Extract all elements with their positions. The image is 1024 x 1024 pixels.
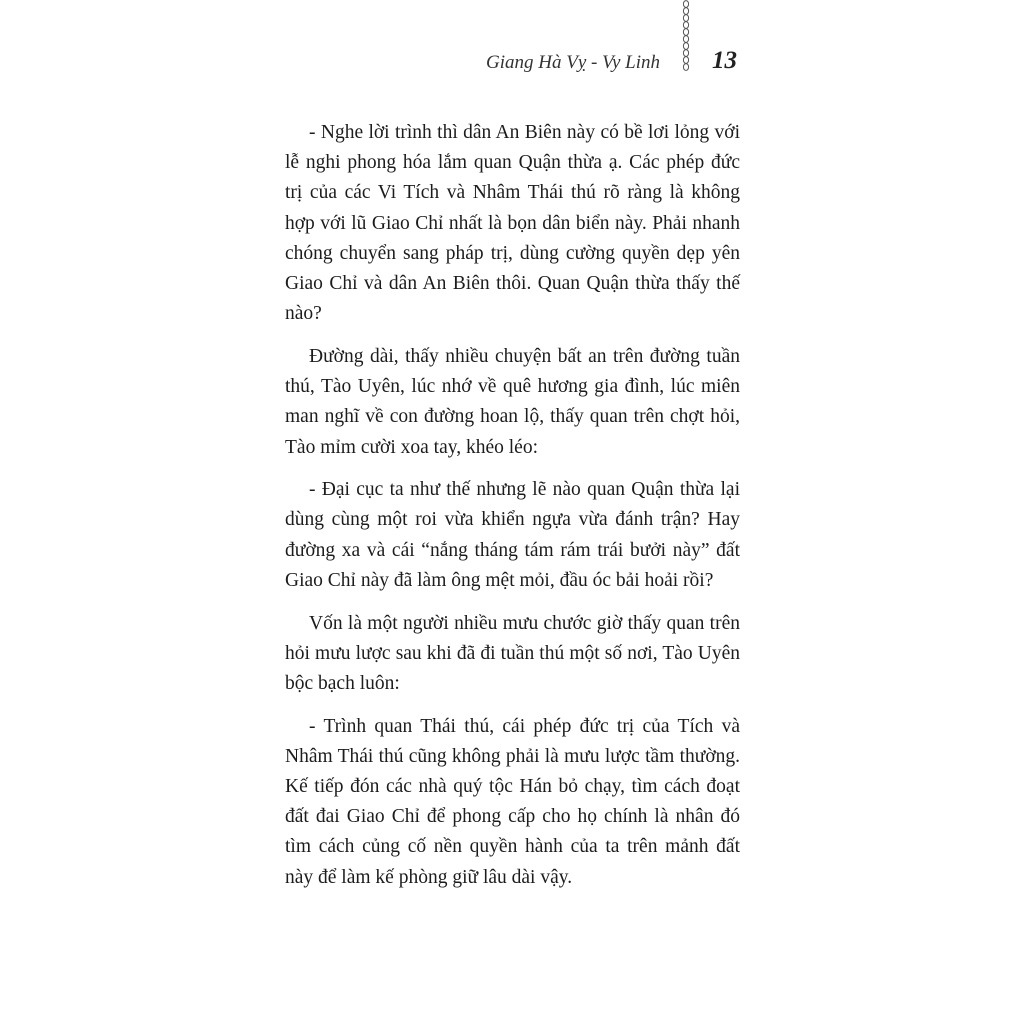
- paragraph: - Đại cục ta như thế nhưng lẽ nào quan Quận thừa lại dùng cùng một roi vừa khiển ngựa vừa đánh trận? Hay đường xa và cái “nắng tháng tám rám trái bưởi này” đất Giao Chỉ này đã làm ông mệt mỏi, đầu óc bải hoải rồi?: [285, 479, 740, 591]
- paragraph: Đường dài, thấy nhiều chuyện bất an trên đường tuần thú, Tào Uyên, lúc nhớ về quê hương gia đình, lúc miên man nghĩ về con đường hoan lộ, thấy quan trên chợt hỏi, Tào mỉm cười xoa tay, khéo léo:: [285, 345, 740, 458]
- body-text: [285, 118, 740, 905]
- paragraph: - Nghe lời trình thì dân An Biên này có bề lơi lỏng với lễ nghi phong hóa lắm quan Quận thừa ạ. Các phép đức trị của các Vi Tích và Nhâm Thái thú rõ ràng là không hợp với lũ Giao Chỉ nhất là bọn dân biển này. Phải nhanh chóng chuyển sang pháp trị, dùng cường quyền dẹp yên Giao Chỉ và dân An Biên thôi. Quan Quận thừa thấy thế nào?: [285, 122, 740, 325]
- page-number: 13: [712, 47, 737, 74]
- running-title: Giang Hà Vỵ - Vy Linh: [486, 52, 660, 73]
- paragraph: Vốn là một người nhiều mưu chước giờ thấy quan trên hỏi mưu lược sau khi đã đi tuần thú một số nơi, Tào Uyên bộc bạch luôn:: [285, 612, 740, 694]
- paragraph: - Trình quan Thái thú, cái phép đức trị của Tích và Nhâm Thái thú cũng không phải là mưu lược tầm thường. Kế tiếp đón các nhà quý tộc Hán bỏ chạy, tìm cách đoạt đất đai Giao Chỉ để phong cấp cho họ chính là nhân đó tìm cách củng cố nền quyền hành của ta trên mảnh đất này để làm kế phòng giữ lâu dài vậy.: [285, 715, 740, 888]
- chain-ornament-icon: [680, 0, 692, 74]
